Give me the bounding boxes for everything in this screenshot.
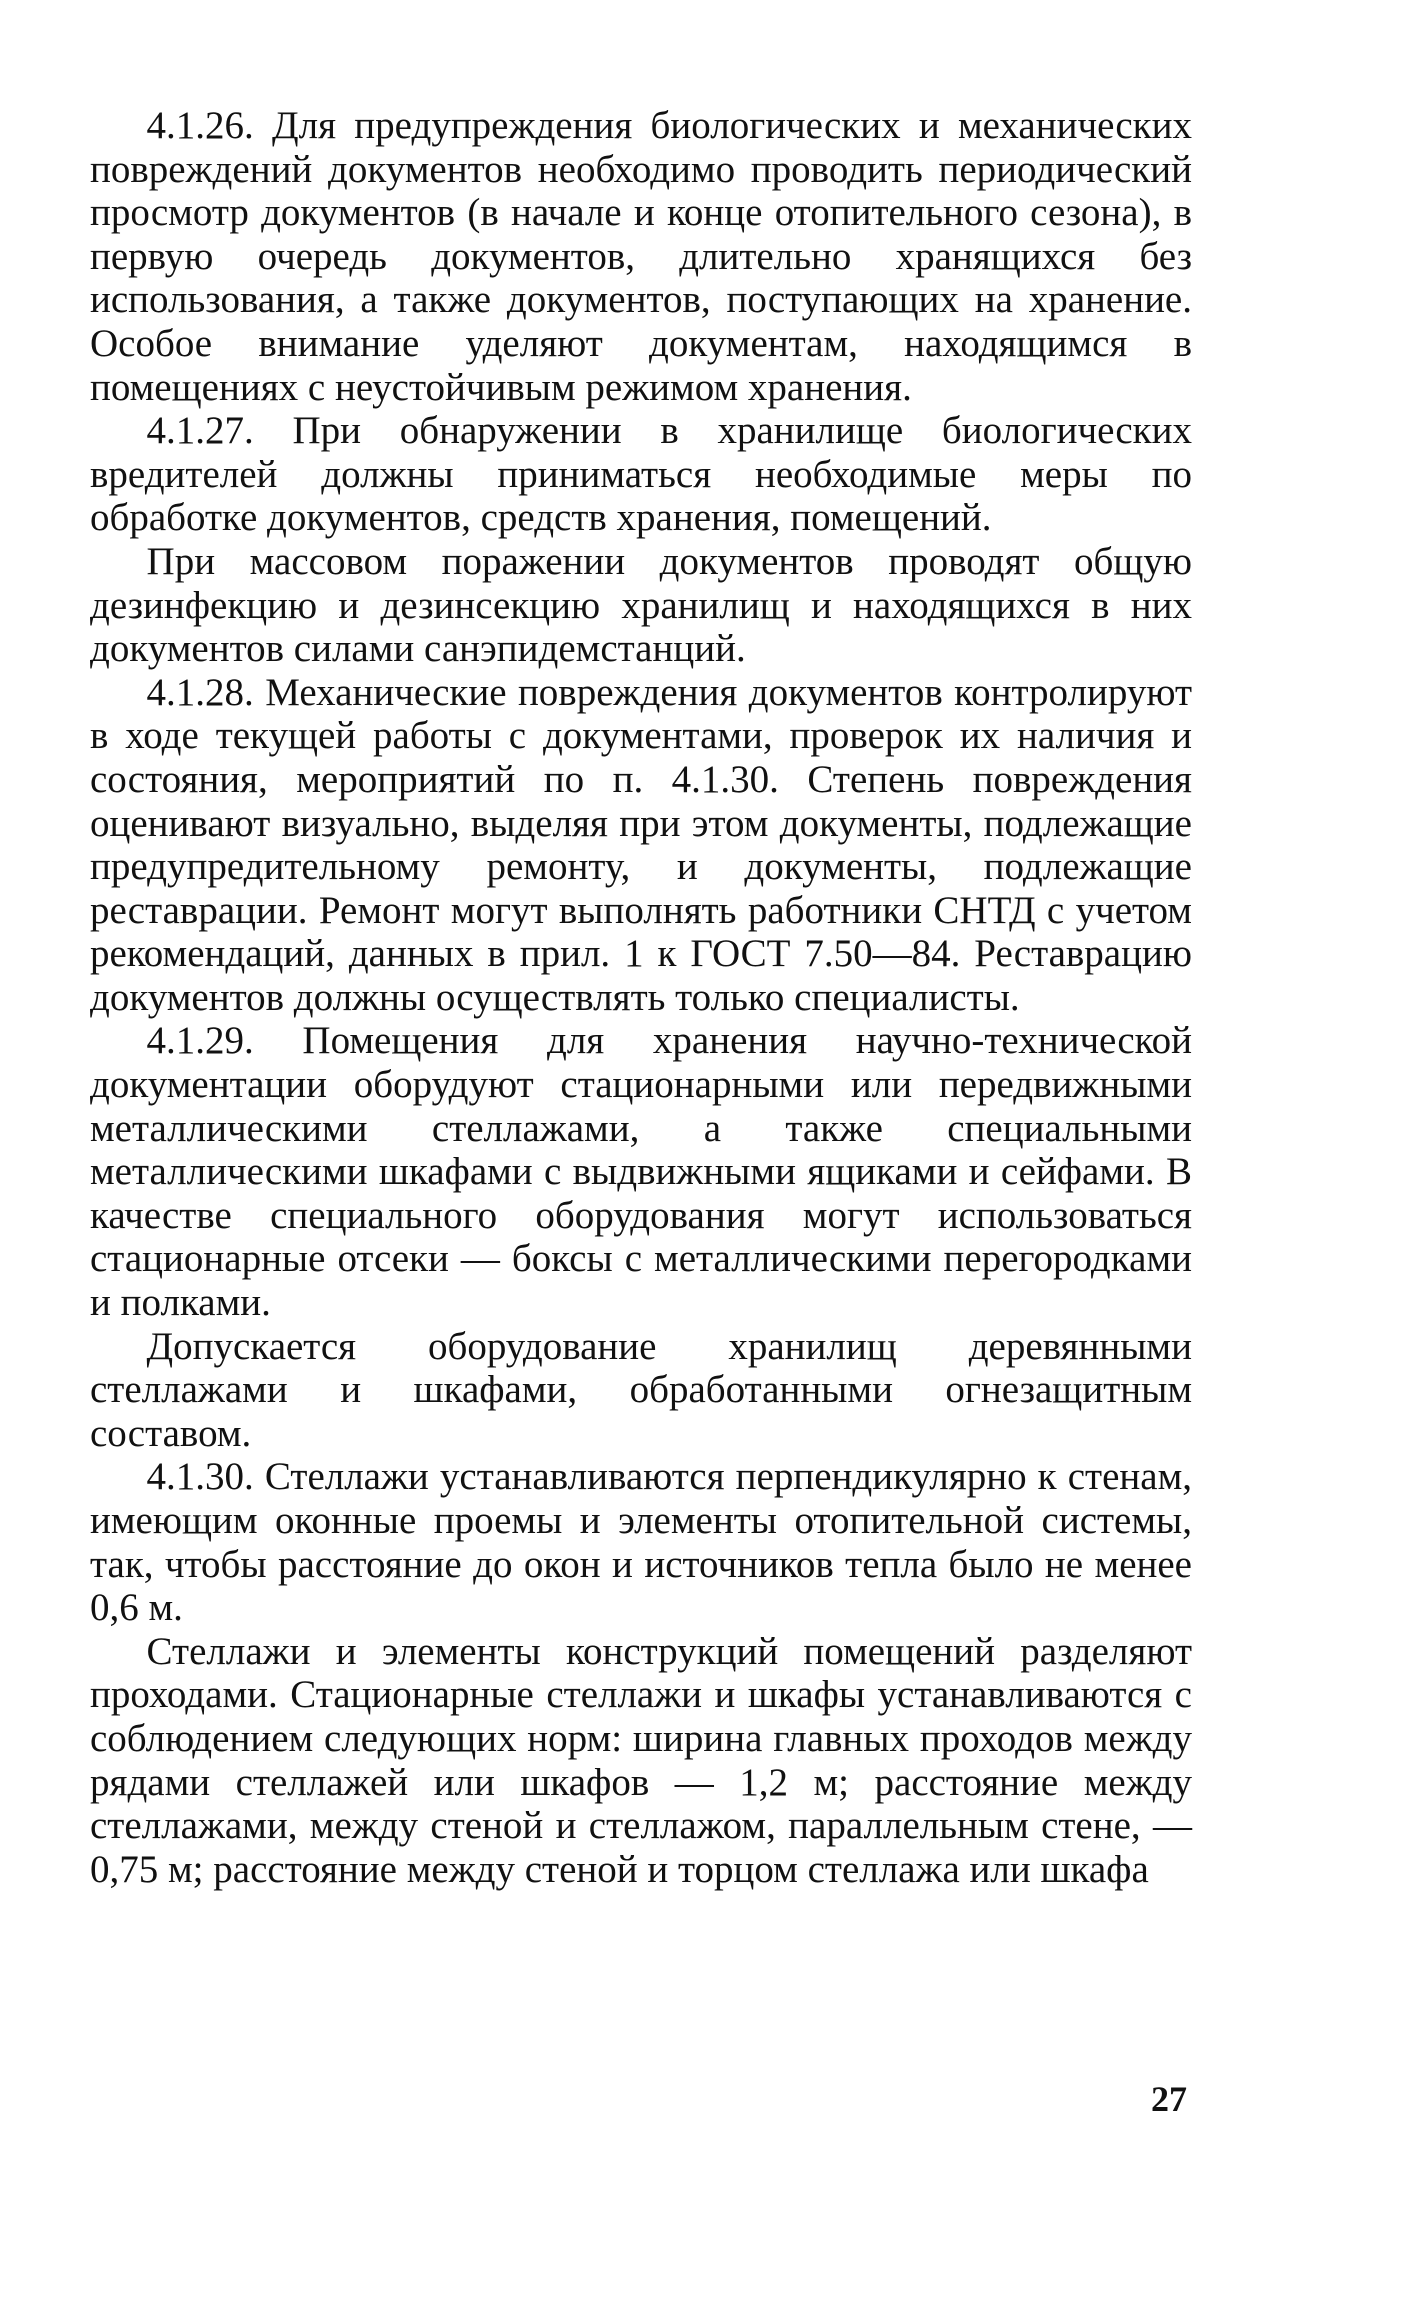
paragraph-4-1-30: 4.1.30. Стеллажи устанавливаются перпендикулярно к стенам, имеющим оконные проемы и элементы отопительной системы, так, чтобы расстояние до окон и источников тепла было не менее 0,6 м. <box>90 1455 1192 1630</box>
paragraph-mass-damage: При массовом поражении документов проводят общую дезинфекцию и дезинсекцию хранилищ и находящихся в них документов силами санэпидемстанций. <box>90 539 1192 671</box>
paragraph-4-1-29: 4.1.29. Помещения для хранения научно-технической документации оборудуют стационарными или передвижными металлическими стеллажами, а также специальными металлическими шкафами с выдвижными ящиками и сейфами. В качестве специального оборудования могут использоваться стационарные отсеки — боксы с металлическими перегородками и полками. <box>90 1019 1192 1325</box>
paragraph-passages: Стеллажи и элементы конструкций помещений разделяют проходами. Стационарные стеллажи и шкафы устанавливаются с соблюдением следующих норм: ширина главных проходов между рядами стеллажей или шкафов — 1,2 м; расстояние между стеллажами, между стеной и стеллажом, параллельным стене, — 0,75 м; расстояние между стеной и торцом стеллажа или шкафа <box>90 1629 1192 1891</box>
body-text <box>90 104 1192 1891</box>
paragraph-4-1-28: 4.1.28. Механические повреждения документов контролируют в ходе текущей работы с документами, проверок их наличия и состояния, мероприятий по п. 4.1.30. Степень повреждения оценивают визуально, выделяя при этом документы, подлежащие предупредительному ремонту, и документы, подлежащие реставрации. Ремонт могут выполнять работники СНТД с учетом рекомендаций, данных в прил. 1 к ГОСТ 7.50—84. Реставрацию документов должны осуществлять только специалисты. <box>90 670 1192 1019</box>
paragraph-wooden-shelving: Допускается оборудование хранилищ деревянными стеллажами и шкафами, обработанными огнезащитным составом. <box>90 1324 1192 1455</box>
paragraph-4-1-26: 4.1.26. Для предупреждения биологических и механических повреждений документов необходимо проводить периодический просмотр документов (в начале и конце отопительного сезона), в первую очередь документов, длительно хранящихся без использования, а также документов, поступающих на хранение. Особое внимание уделяют документам, находящимся в помещениях с неустойчивым режимом хранения. <box>90 104 1192 409</box>
paragraph-4-1-27: 4.1.27. При обнаружении в хранилище биологических вредителей должны приниматься необходимые меры по обработке документов, средств хранения, помещений. <box>90 409 1192 540</box>
page-number: 27 <box>1151 2079 1187 2119</box>
